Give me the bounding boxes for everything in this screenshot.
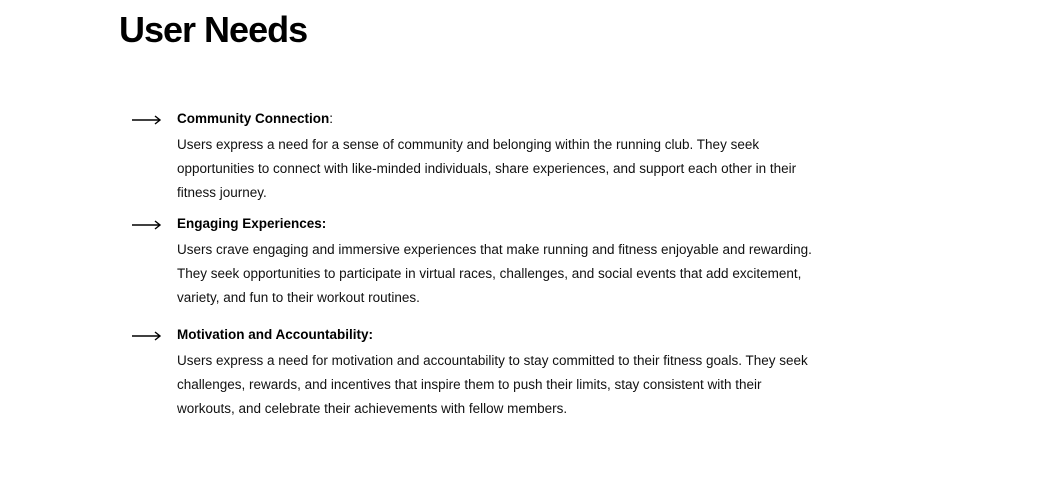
arrow-right-icon: [132, 115, 162, 125]
need-description-line: workouts, and celebrate their achievements with fellow members.: [177, 401, 568, 416]
need-description-line: Users express a need for a sense of community and belonging within the running club. They seek: [177, 137, 760, 152]
need-description-line: fitness journey.: [177, 185, 267, 200]
need-body: [177, 110, 897, 205]
page-title: User Needs: [119, 9, 308, 50]
need-heading-colon: :: [329, 111, 334, 126]
need-description-line: opportunities to connect with like-minded individuals, share experiences, and support each other in their: [177, 161, 797, 176]
need-heading: [177, 215, 897, 232]
need-description-line: challenges, rewards, and incentives that inspire them to push their limits, stay consistent with their: [177, 377, 762, 392]
need-heading-label: Engaging Experiences:: [177, 216, 327, 231]
need-heading-label: Motivation and Accountability:: [177, 327, 374, 342]
need-body: [177, 326, 897, 421]
need-description-line: variety, and fun to their workout routines.: [177, 290, 420, 305]
need-body: [177, 215, 897, 310]
need-description-line: Users express a need for motivation and accountability to stay committed to their fitness goals. They seek: [177, 353, 808, 368]
need-description: [177, 133, 897, 205]
need-heading: [177, 110, 897, 127]
arrow-right-icon: [132, 331, 162, 341]
need-description: [177, 349, 897, 421]
need-description-line: They seek opportunities to participate in virtual races, challenges, and social events that add excitement,: [177, 266, 802, 281]
need-description-line: Users crave engaging and immersive experiences that make running and fitness enjoyable and rewarding.: [177, 242, 812, 257]
arrow-right-icon: [132, 220, 162, 230]
need-description: [177, 238, 897, 310]
need-heading: [177, 326, 897, 343]
need-heading-label: Community Connection: [177, 111, 330, 126]
